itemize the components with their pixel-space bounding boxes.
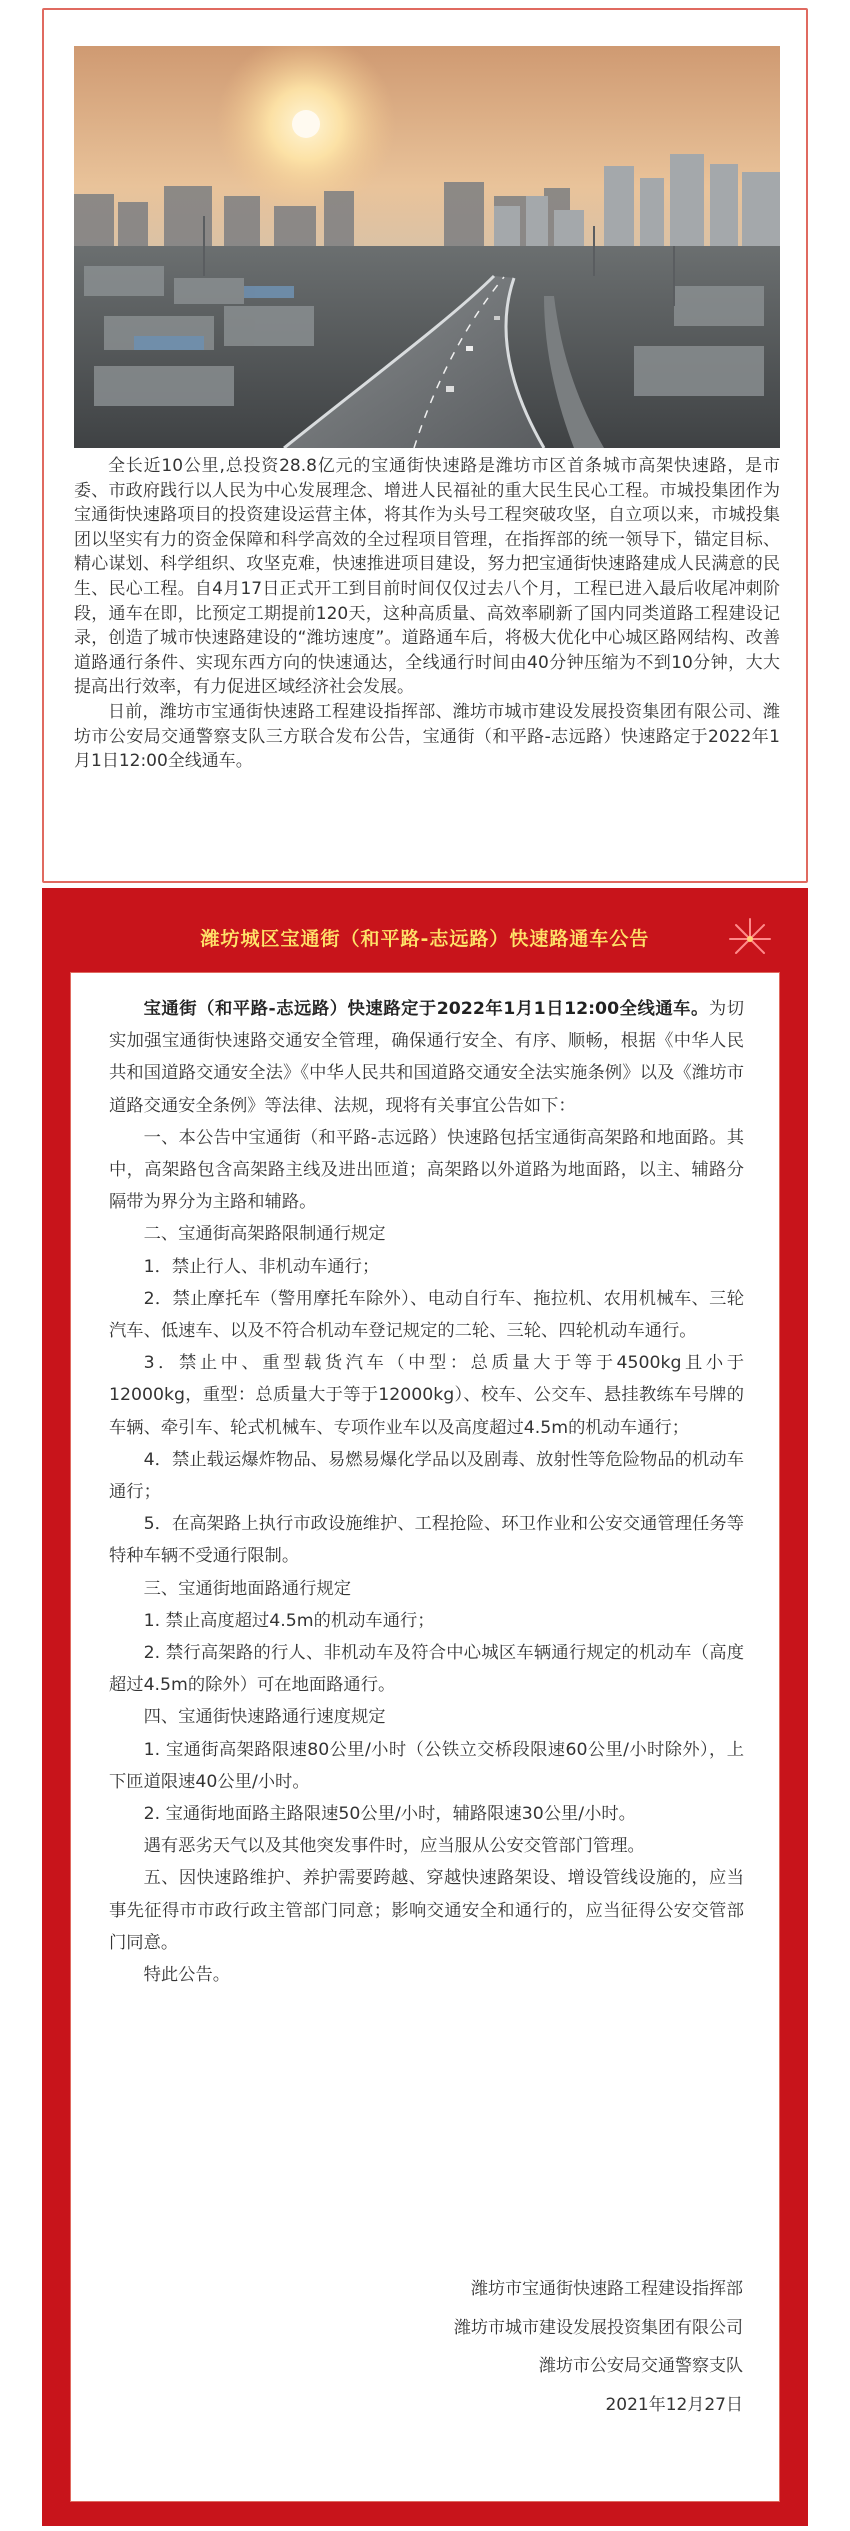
notice-paragraph: 2. 宝通街地面路主路限速50公里/小时，辅路限速30公里/小时。	[143, 1804, 636, 1825]
notice-paragraph: 遇有恶劣天气以及其他突发事件时，应当服从公安交管部门管理。	[143, 1836, 645, 1857]
notice-paragraph: 1．禁止行人、非机动车通行；	[143, 1256, 380, 1277]
notice-paragraph: 一、本公告中宝通街（和平路-志远路）快速路包括宝通街高架路和地面路。其中，高架路包含高架路主线及进出匝道；高架路以外道路为地面路，以主、辅路分隔带为界分为主路和辅路。	[109, 1127, 744, 1213]
notice-paragraph: 1. 宝通街高架路限速80公里/小时（公铁立交桥段限速60公里/小时除外），上下匝道限速40公里/小时。	[109, 1739, 744, 1792]
intro-card	[42, 8, 808, 883]
notice-lead-bold: 宝通街（和平路-志远路）快速路定于2022年1月1日12:00全线通车。	[143, 999, 709, 1019]
notice-paragraph: 2. 禁行高架路的行人、非机动车及符合中心城区车辆通行规定的机动车（高度超过4.5m的除外）可在地面路通行。	[109, 1643, 744, 1696]
signer-1: 潍坊市宝通街快速路工程建设指挥部	[471, 2279, 743, 2299]
intro-text	[74, 454, 780, 774]
notice-lead-rest: 为切实加强宝通街快速路交通安全管理，确保通行安全、有序、顺畅，根据《中华人民共和国道路交通安全法》《中华人民共和国道路交通安全法实施条例》以及《潍坊市道路交通安全条例》等法律、法规，现将有关事宜公告如下：	[109, 999, 744, 1116]
notice-date: 2021年12月27日	[605, 2394, 743, 2415]
notice-paragraph: 2．禁止摩托车（警用摩托车除外）、电动自行车、拖拉机、农用机械车、三轮汽车、低速车、以及不符合机动车登记规定的二轮、三轮、四轮机动车通行。	[109, 1288, 744, 1342]
notice-section-heading: 三、宝通街地面路通行规定	[143, 1578, 351, 1599]
highway-photo	[74, 46, 780, 448]
notice-lead-paragraph	[109, 993, 744, 1122]
notice-section-heading: 四、宝通街快速路通行速度规定	[143, 1707, 386, 1728]
notice-paragraph: 3．禁止中、重型载货汽车（中型：总质量大于等于4500kg且小于12000kg，重型：总质量大于等于12000kg）、校车、公交车、悬挂教练车号牌的车辆、牵引车、轮式机械车、专项作业车以及高度超过4.5m的机动车通行；	[109, 1353, 744, 1438]
notice-section-heading: 二、宝通街高架路限制通行规定	[143, 1224, 386, 1245]
notice-paragraph: 4．禁止载运爆炸物品、易燃易爆化学品以及剧毒、放射性等危险物品的机动车通行；	[109, 1449, 744, 1503]
notice-closing: 特此公告。	[143, 1965, 231, 1986]
notice-content-box	[70, 972, 780, 2502]
elevated-highway-sunset-image	[74, 46, 780, 448]
notice-paragraph: 1. 禁止高度超过4.5m的机动车通行；	[143, 1610, 435, 1631]
notice-title: 潍坊城区宝通街（和平路-志远路）快速路通车公告	[200, 928, 650, 950]
notice-paragraph: 五、因快速路维护、养护需要跨越、穿越快速路架设、增设管线设施的，应当事先征得市市政行政主管部门同意；影响交通安全和通行的，应当征得公安交管部门同意。	[109, 1868, 744, 1953]
signer-3: 潍坊市公安局交通警察支队	[539, 2356, 743, 2376]
notice-paragraph: 5．在高架路上执行市政设施维护、工程抢险、环卫作业和公安交通管理任务等特种车辆不受通行限制。	[109, 1514, 744, 1567]
notice-body	[109, 993, 744, 1991]
firework-icon	[720, 916, 780, 962]
notice-frame	[42, 888, 808, 2526]
notice-title-bar	[70, 916, 780, 962]
signer-2: 潍坊市城市建设发展投资集团有限公司	[454, 2317, 743, 2338]
notice-signature-block	[454, 2270, 743, 2424]
intro-paragraph-2: 日前，潍坊市宝通街快速路工程建设指挥部、潍坊市城市建设发展投资集团有限公司、潍坊市公安局交通警察支队三方联合发布公告，宝通街（和平路-志远路）快速路定于2022年1月1日12:00全线通车。	[74, 701, 780, 772]
intro-paragraph-1: 全长近10公里,总投资28.8亿元的宝通街快速路是潍坊市区首条城市高架快速路，是市委、市政府践行以人民为中心发展理念、增进人民福祉的重大民生民心工程。市城投集团作为宝通街快速路项目的投资建设运营主体，将其作为头号工程突破攻坚，自立项以来，市城投集团以坚实有力的资金保障和科学高效的全过程项目管理，在指挥部的统一领导下，锚定目标、精心谋划、科学组织、攻坚克难，快速推进项目建设，努力把宝通街快速路建成人民满意的民生、民心工程。自4月17日正式开工到目前时间仅仅过去八个月，工程已进入最后收尾冲刺阶段，通车在即，比预定工期提前120天，这种高质量、高效率刷新了国内同类道路工程建设记录，创造了城市快速路建设的“潍坊速度”。道路通车后，将极大优化中心城区路网结构、改善道路通行条件、实现东西方向的快速通达，全线通行时间由40分钟压缩为不到10分钟，大大提高出行效率，有力促进区域经济社会发展。	[74, 456, 780, 698]
